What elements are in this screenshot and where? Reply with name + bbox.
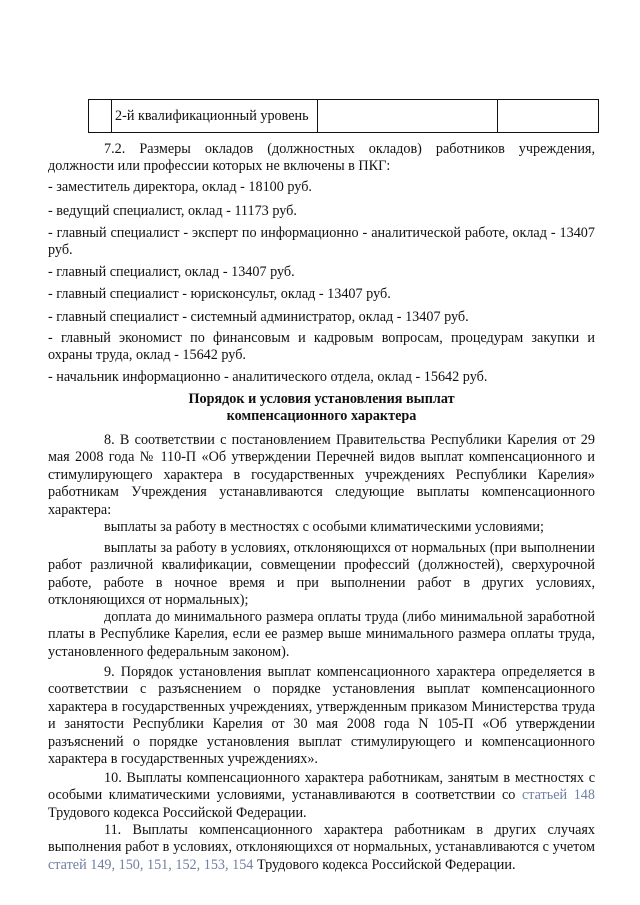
- list-item: - главный специалист - эксперт по информационно - аналитической работе, оклад - 13407 руб.: [48, 225, 595, 259]
- list-item: - главный специалист, оклад - 13407 руб.: [48, 264, 295, 280]
- paragraph-9: 9. Порядок установления выплат компенсационного характера определяется в соответствии с разъяснением о порядке установления выплат компенсационного характера в государственных учреждениях, утвержденным приказом Министерства труда и занятости Республики Карелия от 30 мая 2008 года N 105-П «Об утверждении разъяснений о порядке установления выплат стимулирующего и компенсационного характера в государственных учреждениях».: [48, 664, 595, 768]
- list-item: - заместитель директора, оклад - 18100 руб.: [48, 179, 312, 195]
- paragraph-10: [48, 770, 595, 822]
- table-cell-empty: [89, 100, 112, 133]
- qualification-table: [88, 99, 599, 133]
- table-row: [89, 100, 599, 133]
- list-item: выплаты за работу в местностях с особыми климатическими условиями;: [104, 519, 544, 535]
- paragraph-11-tail: Трудового кодекса Российской Федерации.: [253, 856, 516, 873]
- heading-line-1: Порядок и условия установления выплат: [188, 391, 455, 407]
- table-cell-empty: [318, 100, 498, 133]
- table-cell-level: 2-й квалификационный уровень: [112, 100, 318, 133]
- paragraph-11-text: 11. Выплаты компенсационного характера работникам в других случаях выполнения работ в условиях, отклоняющихся от нормальных, устанавливаются с учетом: [48, 822, 595, 856]
- list-item: - начальник информационно - аналитического отдела, оклад - 15642 руб.: [48, 369, 488, 385]
- list-item: - главный специалист - юрисконсульт, оклад - 13407 руб.: [48, 286, 391, 302]
- list-item: - главный экономист по финансовым и кадровым вопросам, процедурам закупки и охраны труда, оклад - 15642 руб.: [48, 330, 595, 364]
- paragraph-10-text: 10. Выплаты компенсационного характера работникам, занятым в местностях с особыми климатическими условиями, устанавливаются в соответствии со: [48, 770, 595, 804]
- list-item: доплата до минимального размера оплаты труда (либо минимальной заработной платы в Республике Карелия, если ее размер выше минимального размера оплаты труда, установленного федеральным законом).: [48, 609, 595, 660]
- law-link-articles-149-154[interactable]: статей 149, 150, 151, 152, 153, 154: [48, 856, 254, 873]
- section-heading: [48, 391, 595, 426]
- table-cell-empty: [498, 100, 599, 133]
- heading-line-2: компенсационного характера: [226, 408, 417, 425]
- list-item: выплаты за работу в условиях, отклоняющихся от нормальных (при выполнении работ различной квалификации, совмещении профессий (должностей), сверхурочной работе, работе в ночное время и при выполнении работ в других условиях, отклоняющихся от нормальных);: [48, 540, 595, 609]
- paragraph-11: [48, 822, 595, 874]
- law-link-article-148[interactable]: статьей 148: [521, 787, 595, 804]
- list-item: - ведущий специалист, оклад - 11173 руб.: [48, 203, 297, 219]
- list-item: - главный специалист - системный администратор, оклад - 13407 руб.: [48, 309, 469, 325]
- paragraph-8: 8. В соответствии с постановлением Правительства Республики Карелия от 29 мая 2008 года № 110-П «Об утверждении Перечней видов выплат компенсационного и стимулирующего характера в государственных учреждениях Республики Карелия» работникам Учреждения устанавливаются следующие выплаты компенсационного характера:: [48, 432, 595, 518]
- paragraph-7-2: 7.2. Размеры окладов (должностных окладов) работников учреждения, должности или профессии которых не включены в ПКГ:: [48, 141, 595, 175]
- paragraph-10-tail: Трудового кодекса Российской Федерации.: [48, 804, 307, 821]
